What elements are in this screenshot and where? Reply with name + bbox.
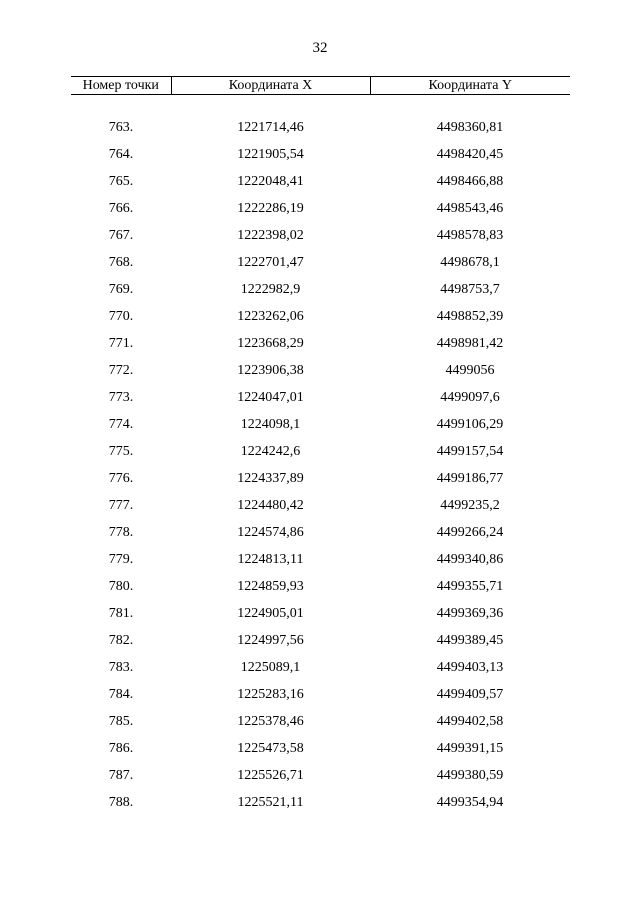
cell-coordinate-y: 4498578,83 xyxy=(436,228,504,243)
cell-coordinate-x: 1224242,6 xyxy=(240,444,301,459)
cell-point-number: 774. xyxy=(108,417,134,432)
table-row xyxy=(71,546,570,573)
cell-coordinate-x: 1224047,01 xyxy=(237,390,304,405)
cell-coordinate-x: 1224813,11 xyxy=(237,552,304,567)
header-coordinate-x: Координата X xyxy=(171,77,370,95)
cell-coordinate-y: 4499157,54 xyxy=(436,444,504,459)
table-spacer-row xyxy=(71,95,570,115)
table-row xyxy=(71,141,570,168)
cell-coordinate-x: 1223668,29 xyxy=(237,336,304,351)
table-spacer-cell xyxy=(71,95,570,115)
cell-coordinate-y: 4498753,7 xyxy=(440,282,500,297)
cell-coordinate-y: 4499380,59 xyxy=(436,768,504,783)
table-row xyxy=(71,357,570,384)
table-row xyxy=(71,573,570,600)
table-row xyxy=(71,168,570,195)
cell-point-number: 786. xyxy=(108,741,134,756)
cell-point-number: 766. xyxy=(108,201,134,216)
table-header-row xyxy=(71,77,570,95)
cell-coordinate-y: 4499106,29 xyxy=(436,417,504,432)
cell-point-number: 772. xyxy=(108,363,134,378)
cell-point-number: 787. xyxy=(108,768,134,783)
cell-coordinate-x: 1224098,1 xyxy=(240,417,301,432)
cell-coordinate-y: 4498466,88 xyxy=(436,174,504,189)
cell-point-number: 776. xyxy=(108,471,134,486)
cell-coordinate-y: 4498420,45 xyxy=(436,147,504,162)
cell-point-number: 783. xyxy=(108,660,134,675)
cell-point-number: 769. xyxy=(108,282,134,297)
cell-coordinate-x: 1224574,86 xyxy=(237,525,304,540)
cell-coordinate-y: 4499340,86 xyxy=(436,552,504,567)
cell-coordinate-x: 1224859,93 xyxy=(237,579,304,594)
cell-coordinate-y: 4499369,36 xyxy=(436,606,504,621)
cell-coordinate-y: 4499354,94 xyxy=(436,795,504,810)
cell-point-number: 788. xyxy=(108,795,134,810)
cell-coordinate-y: 4498543,46 xyxy=(436,201,504,216)
table-row xyxy=(71,303,570,330)
cell-coordinate-y: 4499389,45 xyxy=(436,633,504,648)
cell-coordinate-x: 1225283,16 xyxy=(237,687,304,702)
cell-coordinate-y: 4498981,42 xyxy=(436,336,504,351)
cell-coordinate-x: 1224480,42 xyxy=(237,498,304,513)
cell-point-number: 770. xyxy=(108,309,134,324)
cell-point-number: 767. xyxy=(108,228,134,243)
cell-coordinate-y: 4499403,13 xyxy=(436,660,504,675)
cell-coordinate-x: 1225089,1 xyxy=(240,660,301,675)
table-row xyxy=(71,195,570,222)
cell-coordinate-y: 4498678,1 xyxy=(440,255,500,270)
cell-point-number: 777. xyxy=(108,498,134,513)
cell-coordinate-x: 1225473,58 xyxy=(237,741,304,756)
cell-coordinate-x: 1222048,41 xyxy=(237,174,304,189)
cell-coordinate-y: 4499402,58 xyxy=(436,714,504,729)
cell-point-number: 778. xyxy=(108,525,134,540)
cell-coordinate-x: 1222982,9 xyxy=(240,282,301,297)
table-row xyxy=(71,411,570,438)
table-row xyxy=(71,735,570,762)
cell-point-number: 785. xyxy=(108,714,134,729)
cell-coordinate-y: 4499355,71 xyxy=(436,579,504,594)
cell-point-number: 773. xyxy=(108,390,134,405)
cell-point-number: 779. xyxy=(108,552,134,567)
table-body xyxy=(71,95,570,817)
cell-coordinate-x: 1222286,19 xyxy=(237,201,304,216)
table-row xyxy=(71,330,570,357)
cell-coordinate-y: 4499235,2 xyxy=(440,498,500,513)
table-row xyxy=(71,438,570,465)
cell-coordinate-x: 1222398,02 xyxy=(237,228,304,243)
cell-point-number: 771. xyxy=(108,336,134,351)
table-row xyxy=(71,600,570,627)
page-number: 32 xyxy=(312,40,328,56)
cell-coordinate-y: 4499409,57 xyxy=(436,687,504,702)
table-row xyxy=(71,492,570,519)
header-point-number: Номер точки xyxy=(71,77,171,95)
cell-coordinate-x: 1221714,46 xyxy=(237,120,304,135)
cell-coordinate-x: 1224997,56 xyxy=(237,633,304,648)
cell-point-number: 763. xyxy=(108,120,134,135)
cell-point-number: 765. xyxy=(108,174,134,189)
table-row xyxy=(71,519,570,546)
cell-coordinate-x: 1222701,47 xyxy=(237,255,304,270)
table-row xyxy=(71,465,570,492)
cell-coordinate-x: 1224905,01 xyxy=(237,606,304,621)
table-row xyxy=(71,762,570,789)
table-row xyxy=(71,789,570,816)
cell-point-number: 775. xyxy=(108,444,134,459)
cell-point-number: 781. xyxy=(108,606,134,621)
cell-coordinate-y: 4499186,77 xyxy=(436,471,504,486)
cell-coordinate-y: 4499097,6 xyxy=(440,390,500,405)
table-row xyxy=(71,627,570,654)
table-row xyxy=(71,222,570,249)
header-coordinate-y: Координата Y xyxy=(370,77,570,95)
cell-coordinate-y: 4499391,15 xyxy=(436,741,504,756)
cell-coordinate-x: 1225521,11 xyxy=(237,795,304,810)
cell-point-number: 768. xyxy=(108,255,134,270)
table-row xyxy=(71,114,570,141)
table-row xyxy=(71,708,570,735)
cell-coordinate-y: 4499266,24 xyxy=(436,525,504,540)
table-row xyxy=(71,384,570,411)
table-row xyxy=(71,249,570,276)
table-row xyxy=(71,276,570,303)
cell-coordinate-y: 4499056 xyxy=(445,363,495,378)
cell-coordinate-y: 4498852,39 xyxy=(436,309,504,324)
cell-point-number: 784. xyxy=(108,687,134,702)
cell-coordinate-y: 4498360,81 xyxy=(436,120,504,135)
cell-coordinate-x: 1221905,54 xyxy=(237,147,304,162)
table-row xyxy=(71,681,570,708)
cell-point-number: 780. xyxy=(108,579,134,594)
cell-coordinate-x: 1224337,89 xyxy=(237,471,304,486)
cell-point-number: 764. xyxy=(108,147,134,162)
cell-coordinate-x: 1225526,71 xyxy=(237,768,304,783)
cell-point-number: 782. xyxy=(108,633,134,648)
table-row xyxy=(71,654,570,681)
cell-coordinate-x: 1225378,46 xyxy=(237,714,304,729)
cell-coordinate-x: 1223262,06 xyxy=(237,309,304,324)
coordinates-table xyxy=(71,76,570,816)
cell-coordinate-x: 1223906,38 xyxy=(237,363,304,378)
